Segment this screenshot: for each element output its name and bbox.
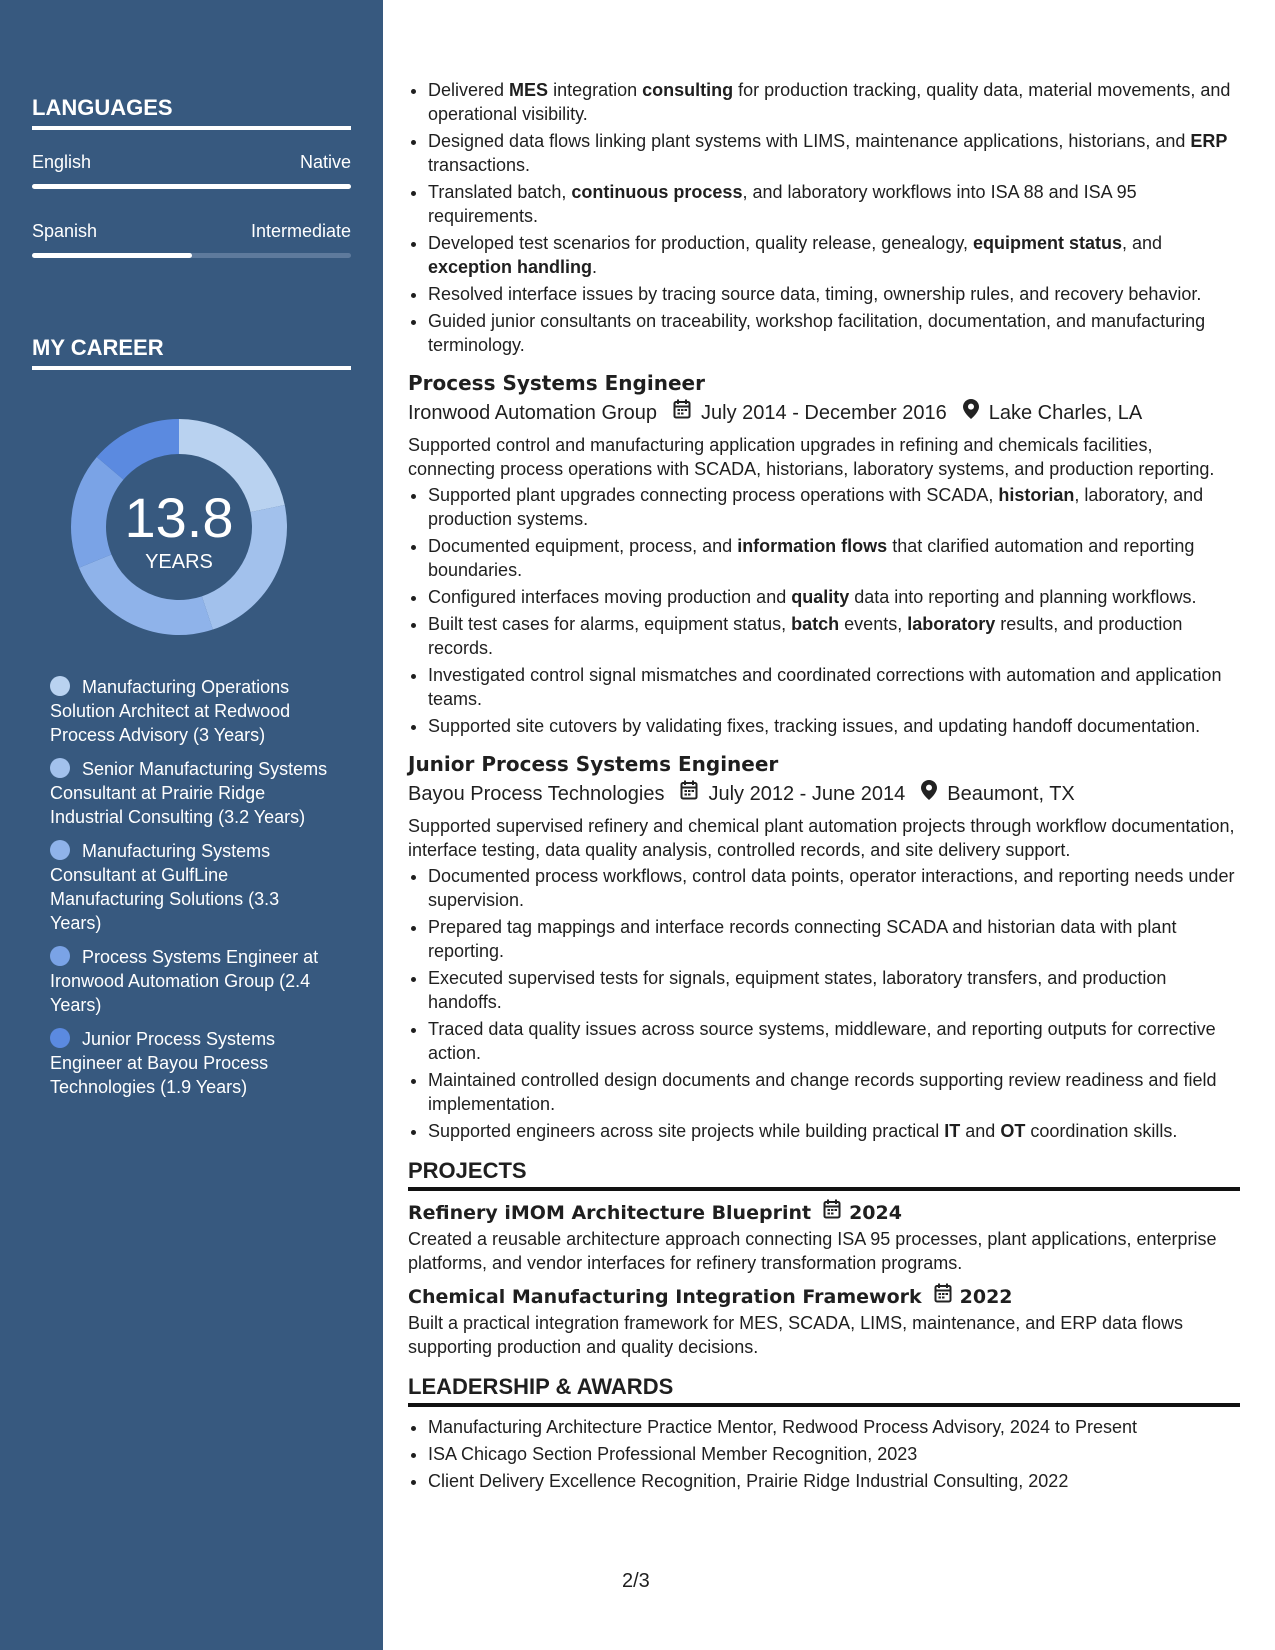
career-item xyxy=(50,757,330,829)
location-pin-icon xyxy=(963,399,979,427)
project-title-row xyxy=(408,1283,1240,1311)
career-legend xyxy=(50,675,330,1109)
calendar-icon xyxy=(673,399,691,427)
language-level: Intermediate xyxy=(250,221,351,241)
donut-segment-4 xyxy=(71,457,123,568)
legend-dot xyxy=(50,946,70,966)
language-bar-fill xyxy=(32,253,192,258)
project-title: Refinery iMOM Architecture Blueprint xyxy=(408,1202,812,1224)
location-pin-icon xyxy=(921,780,937,808)
language-name: English xyxy=(32,152,92,172)
career-donut-chart xyxy=(66,414,292,640)
language-bar-spanish xyxy=(32,253,351,258)
job-dates: July 2014 - December 2016 xyxy=(701,402,947,424)
main-content xyxy=(408,78,1240,1496)
career-unit: YEARS xyxy=(145,551,213,573)
project-title-row xyxy=(408,1199,1240,1227)
languages-heading: LANGUAGES xyxy=(32,95,351,130)
project-year: 2024 xyxy=(849,1202,902,1224)
language-name: Spanish xyxy=(32,221,98,241)
legend-dot xyxy=(50,676,70,696)
bullet-item: • Resolved interface issues by tracing source data, timing, ownership rules, and recovery behavior. xyxy=(428,282,1240,306)
bullet-item: • Traced data quality issues across source systems, middleware, and reporting outputs for corrective action. xyxy=(428,1017,1240,1065)
career-item xyxy=(50,945,330,1017)
job-summary: Supported control and manufacturing application upgrades in refining and chemicals facilities, connecting process operations with SCADA, historians, laboratory systems, and production reporting. xyxy=(408,435,1215,479)
bullet-item: • Guided junior consultants on traceability, workshop facilitation, documentation, and manufacturing terminology. xyxy=(428,309,1240,357)
bullet-item: • Investigated control signal mismatches and coordinated corrections with automation and application teams. xyxy=(428,663,1240,711)
legend-dot xyxy=(50,758,70,778)
bullet-item: • Designed data flows linking plant systems with LIMS, maintenance applications, historians, and ERP transactions. xyxy=(428,129,1240,177)
award-item: • ISA Chicago Section Professional Member Recognition, 2023 xyxy=(428,1442,1240,1466)
job-dates: July 2012 - June 2014 xyxy=(708,783,906,805)
award-item: • Client Delivery Excellence Recognition, Prairie Ridge Industrial Consulting, 2022 xyxy=(428,1469,1240,1493)
award-item: • Manufacturing Architecture Practice Mentor, Redwood Process Advisory, 2024 to Present xyxy=(428,1415,1240,1439)
job-summary: Supported supervised refinery and chemical plant automation projects through workflow documentation, interface testing, data quality analysis, controlled records, and site delivery support. xyxy=(408,816,1235,860)
bullet-item: • Executed supervised tests for signals, equipment states, laboratory transfers, and production handoffs. xyxy=(428,966,1240,1014)
job-company: Bayou Process Technologies xyxy=(408,783,665,805)
language-level: Native xyxy=(299,152,351,172)
projects-heading: PROJECTS xyxy=(408,1159,1240,1191)
legend-dot xyxy=(50,840,70,860)
awards-heading: LEADERSHIP & AWARDS xyxy=(408,1375,1240,1407)
sidebar xyxy=(0,0,383,1650)
project-title: Chemical Manufacturing Integration Framework xyxy=(408,1286,922,1308)
job-location: Beaumont, TX xyxy=(947,783,1075,805)
bullet-item: • Built test cases for alarms, equipment status, batch events, laboratory results, and production records. xyxy=(428,612,1240,660)
bullet-item: • Developed test scenarios for production, quality release, genealogy, equipment status, and exception handling. xyxy=(428,231,1240,279)
career-item-text: Manufacturing Systems Consultant at GulfLine Manufacturing Solutions (3.3 Years) xyxy=(50,841,280,933)
legend-dot xyxy=(50,1028,70,1048)
career-item-text: Process Systems Engineer at Ironwood Automation Group (2.4 Years) xyxy=(50,947,319,1015)
bullet-item: • Documented process workflows, control data points, operator interactions, and reporting needs under supervision. xyxy=(428,864,1240,912)
job-title: Junior Process Systems Engineer xyxy=(408,752,779,776)
job-bullets xyxy=(408,483,1240,738)
project-description: Created a reusable architecture approach connecting ISA 95 processes, plant applications, enterprise platforms, and vendor interfaces for refinery transformation programs. xyxy=(408,1229,1217,1273)
language-english xyxy=(32,152,351,173)
calendar-icon xyxy=(680,780,698,808)
job-meta xyxy=(408,780,1240,808)
career-item-text: Junior Process Systems Engineer at Bayou Process Technologies (1.9 Years) xyxy=(50,1029,276,1097)
bullet-item: • Supported engineers across site projects while building practical IT and OT coordination skills. xyxy=(428,1119,1240,1143)
language-bar-fill xyxy=(32,184,351,189)
job-meta xyxy=(408,399,1240,427)
bullet-item: • Configured interfaces moving production and quality data into reporting and planning workflows. xyxy=(428,585,1240,609)
career-item xyxy=(50,675,330,747)
language-bar-english xyxy=(32,184,351,189)
career-heading: MY CAREER xyxy=(32,335,351,370)
project-description: Built a practical integration framework for MES, SCADA, LIMS, maintenance, and ERP data flows supporting production and quality decisions. xyxy=(408,1313,1184,1357)
bullet-item: • Delivered MES integration consulting for production tracking, quality data, material movements, and operational visibility. xyxy=(428,78,1240,126)
calendar-icon xyxy=(934,1283,952,1311)
bullet-item: • Supported site cutovers by validating fixes, tracking issues, and updating handoff documentation. xyxy=(428,714,1240,738)
career-item xyxy=(50,839,330,935)
job-company: Ironwood Automation Group xyxy=(408,402,658,424)
language-spanish xyxy=(32,221,351,242)
job-bullets xyxy=(408,864,1240,1143)
calendar-icon xyxy=(823,1199,841,1227)
awards-list xyxy=(408,1415,1240,1493)
experience-bullets xyxy=(408,78,1240,357)
job-location: Lake Charles, LA xyxy=(988,402,1143,424)
page-number: 2/3 xyxy=(622,1570,650,1592)
project-year: 2022 xyxy=(959,1286,1013,1308)
career-item xyxy=(50,1027,330,1099)
bullet-item: • Documented equipment, process, and information flows that clarified automation and reporting boundaries. xyxy=(428,534,1240,582)
job-title: Process Systems Engineer xyxy=(408,371,705,395)
bullet-item: • Supported plant upgrades connecting process operations with SCADA, historian, laboratory, and production systems. xyxy=(428,483,1240,531)
career-item-text: Manufacturing Operations Solution Architect at Redwood Process Advisory (3 Years) xyxy=(50,677,291,745)
bullet-item: • Prepared tag mappings and interface records connecting SCADA and historian data with plant reporting. xyxy=(428,915,1240,963)
career-item-text: Senior Manufacturing Systems Consultant at Prairie Ridge Industrial Consulting (3.2 Years) xyxy=(50,759,328,827)
career-total: 13.8 xyxy=(124,486,234,549)
bullet-item: • Translated batch, continuous process, and laboratory workflows into ISA 88 and ISA 95 requirements. xyxy=(428,180,1240,228)
bullet-item: • Maintained controlled design documents and change records supporting review readiness and field implementation. xyxy=(428,1068,1240,1116)
